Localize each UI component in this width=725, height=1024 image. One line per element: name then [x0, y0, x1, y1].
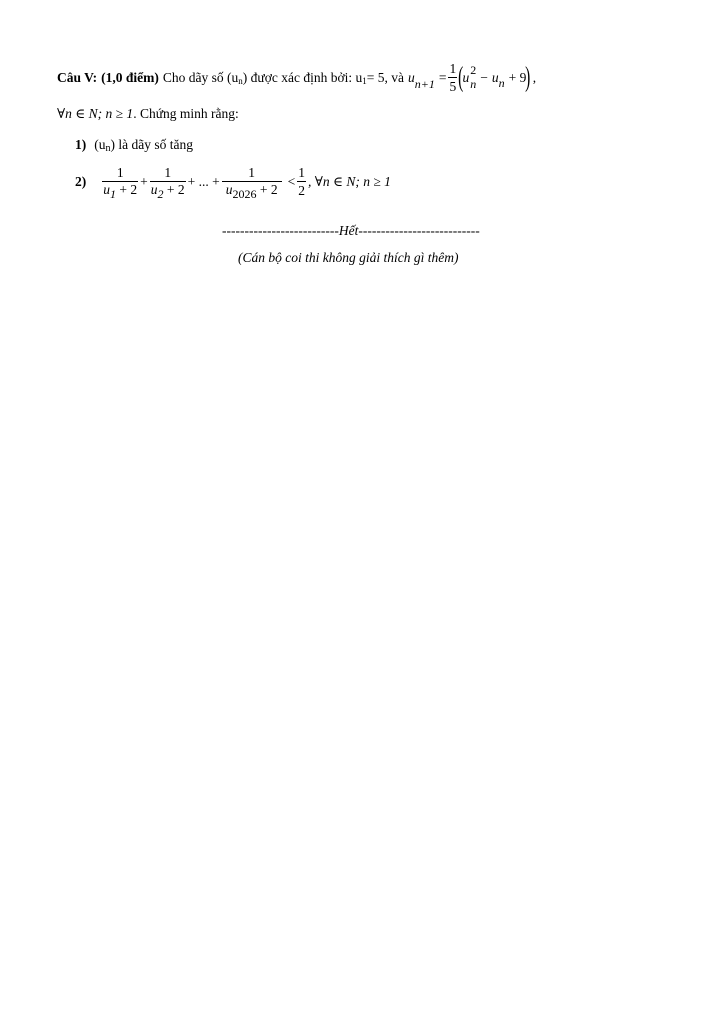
- part1-text-sub: n: [105, 142, 111, 154]
- term-plus-nine: + 9: [508, 70, 527, 85]
- rhs-fraction-den: 2: [298, 183, 305, 198]
- sum-fraction-1-den: [102, 181, 138, 201]
- term-minus: −: [480, 70, 488, 85]
- part2-line: [75, 165, 391, 201]
- f2-den-rest: + 2: [166, 182, 185, 197]
- question-line: [57, 62, 536, 94]
- term2-u: u: [491, 70, 499, 85]
- part2-label: 2): [75, 174, 87, 189]
- part1-text-post: ) là dãy số tăng: [110, 137, 193, 152]
- condition-math: ∀n ∈ N; n ≥ 1: [57, 106, 134, 121]
- sum-ellipsis: + ... +: [187, 174, 220, 189]
- paren-close: ): [525, 62, 531, 93]
- sum-fraction-3-num: 1: [248, 165, 256, 180]
- recurrence-fraction-num: 1: [449, 61, 457, 76]
- rhs-fraction-num: 1: [298, 165, 305, 180]
- f1-den-var: u: [103, 182, 110, 197]
- question-intro-rest: ) được xác định bởi: u: [242, 70, 363, 85]
- question-label: Câu V:: [57, 70, 98, 85]
- condition-tail: . Chứng minh rằng:: [133, 106, 239, 121]
- sum-fraction-3-den: [222, 181, 282, 201]
- part1-line: [75, 137, 193, 153]
- term2-sub: n: [498, 75, 505, 90]
- term-sup: 2: [470, 63, 477, 77]
- paren-open: (: [458, 62, 464, 93]
- condition-line: [57, 106, 239, 122]
- question-points: (1,0 điểm): [101, 70, 159, 85]
- term-sub: n: [470, 77, 477, 91]
- part1-text-pre: (u: [94, 137, 106, 152]
- recurrence-lhs-sub: n+1: [414, 76, 435, 91]
- recurrence-comma: ,: [532, 70, 537, 85]
- recurrence-lhs-var: u: [407, 70, 415, 85]
- f3-den-var: u: [225, 182, 233, 197]
- sum-fraction-2: [150, 165, 186, 201]
- part1-label: 1): [75, 137, 87, 152]
- part2-condition: , ∀n ∈ N; n ≥ 1: [307, 174, 391, 189]
- end-right-dashes: ---------------------------: [358, 223, 480, 238]
- sum-fraction-2-num: 1: [164, 165, 172, 180]
- rhs-fraction: [297, 166, 306, 198]
- end-marker: [222, 223, 480, 239]
- sum-fraction-3: [222, 165, 282, 201]
- f3-den-rest: + 2: [259, 182, 278, 197]
- recurrence-fraction-den: 5: [449, 79, 457, 94]
- sum-fraction-1-num: 1: [116, 165, 124, 180]
- question-intro: Cho dãy số (u: [162, 70, 239, 85]
- question-intro-sub: n: [238, 76, 243, 86]
- f3-den-sub: 2026: [232, 187, 257, 201]
- f2-den-var: u: [150, 182, 158, 197]
- recurrence-equals: =: [438, 70, 447, 85]
- end-word: Hết: [338, 223, 359, 238]
- sum-plus-1: +: [140, 174, 148, 189]
- sum-fraction-1: [102, 165, 138, 201]
- f1-den-sub: 1: [110, 187, 116, 201]
- f2-den-sub: 2: [157, 187, 164, 201]
- u1-value: = 5, và: [366, 70, 404, 85]
- end-left-dashes: --------------------------: [222, 223, 339, 238]
- footer-note: (Cán bộ coi thi không giải thích gì thêm): [238, 250, 459, 265]
- term-u: u: [462, 70, 470, 85]
- f1-den-rest: + 2: [119, 182, 138, 197]
- sum-fraction-2-den: [150, 181, 186, 201]
- recurrence-fraction: [448, 62, 457, 94]
- u1-subscript: 1: [362, 76, 367, 86]
- sum-less-than: <: [287, 174, 296, 189]
